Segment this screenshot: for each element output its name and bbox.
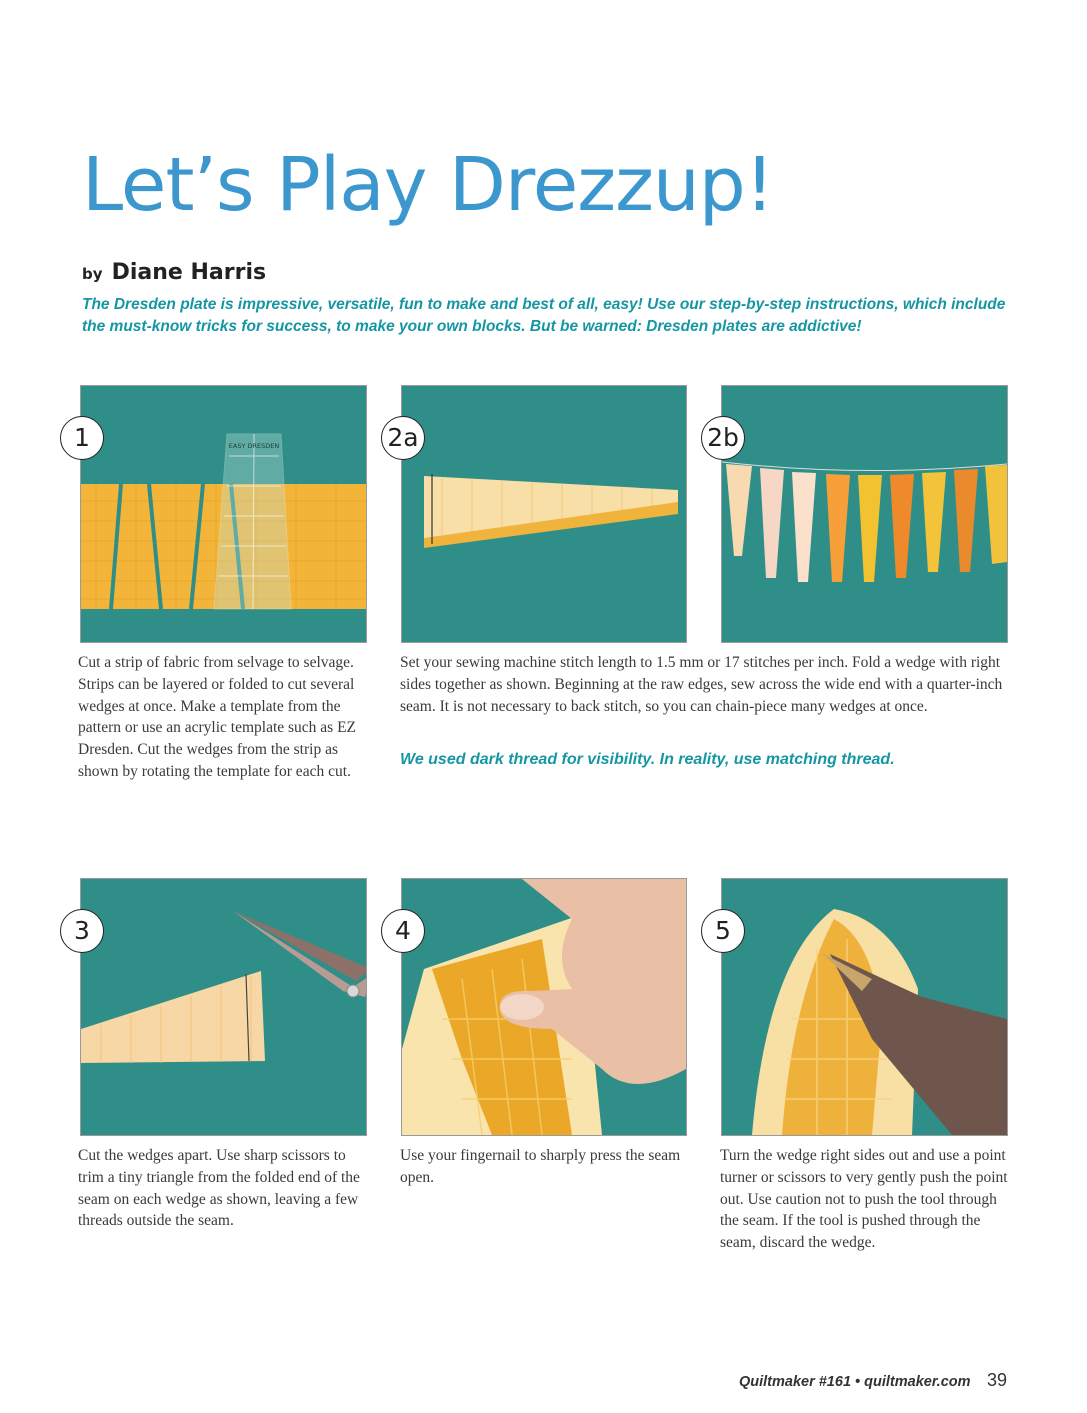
intro-paragraph: The Dresden plate is impressive, versatile, fun to make and best of all, easy! Use our step-by-step instructions, which include the must-know tricks for success, to make your own blocks. But be warned: Dresden plates are addictive!	[82, 296, 1006, 335]
step-1-caption: Cut a strip of fabric from selvage to selvage. Strips can be layered or folded to cut several wedges at once. Make a template from the pattern or use an acrylic template such as EZ Dresden. Cut the wedges from the strip as shown by rotating the template for each cut.	[78, 654, 357, 780]
byline	[82, 260, 266, 285]
step-2-note: We used dark thread for visibility. In reality, use matching thread.	[400, 751, 895, 768]
step-2b-badge: 2b	[701, 416, 745, 460]
wedge-chain-illustration	[722, 386, 1007, 642]
step-5-photo	[721, 878, 1008, 1136]
publication-credit: Quiltmaker #161 • quiltmaker.com	[738, 1374, 971, 1390]
step-4-caption: Use your fingernail to sharply press the seam open.	[400, 1147, 681, 1186]
step-2-caption: Set your sewing machine stitch length to 1.5 mm or 17 stitches per inch. Fold a wedge with right sides together as shown. Beginning at the raw edges, sew across the wide end with a quarter-inch seam. It is not necessary to back stitch, so you can chain-piece many wedges at once.	[400, 654, 1003, 715]
page-footer	[739, 1370, 1007, 1391]
step-2b-photo	[721, 385, 1008, 643]
step-3-photo	[80, 878, 367, 1136]
step-2a-photo	[401, 385, 687, 643]
step-5-badge: 5	[701, 909, 745, 953]
pressing-seam-illustration	[402, 879, 686, 1135]
fabric-wedges-illustration	[81, 386, 366, 642]
article-title: Let’s Play Drezzup!	[82, 142, 774, 228]
author-name: Diane Harris	[111, 260, 267, 285]
step-1-photo	[80, 385, 367, 643]
step-4-photo	[401, 878, 687, 1136]
step-5-caption: Turn the wedge right sides out and use a point turner or scissors to very gently push the point out. Use caution not to push the tool through the seam. If the tool is pushed through the seam, discard the wedge.	[720, 1147, 1008, 1252]
step-3-badge: 3	[60, 909, 104, 953]
byline-prefix: by	[82, 265, 103, 283]
trimming-wedge-illustration	[81, 879, 366, 1135]
step-1-badge: 1	[60, 416, 104, 460]
step-2a-badge: 2a	[381, 416, 425, 460]
step-3-caption: Cut the wedges apart. Use sharp scissors to trim a tiny triangle from the folded end of the seam on each wedge as shown, leaving a few threads outside the seam.	[78, 1147, 360, 1230]
folded-wedge-illustration	[402, 386, 686, 642]
step-4-badge: 4	[381, 909, 425, 953]
page-number: 39	[986, 1370, 1007, 1390]
point-turner-illustration	[722, 879, 1007, 1135]
ruler-label: EASY DRESDEN	[228, 442, 280, 450]
